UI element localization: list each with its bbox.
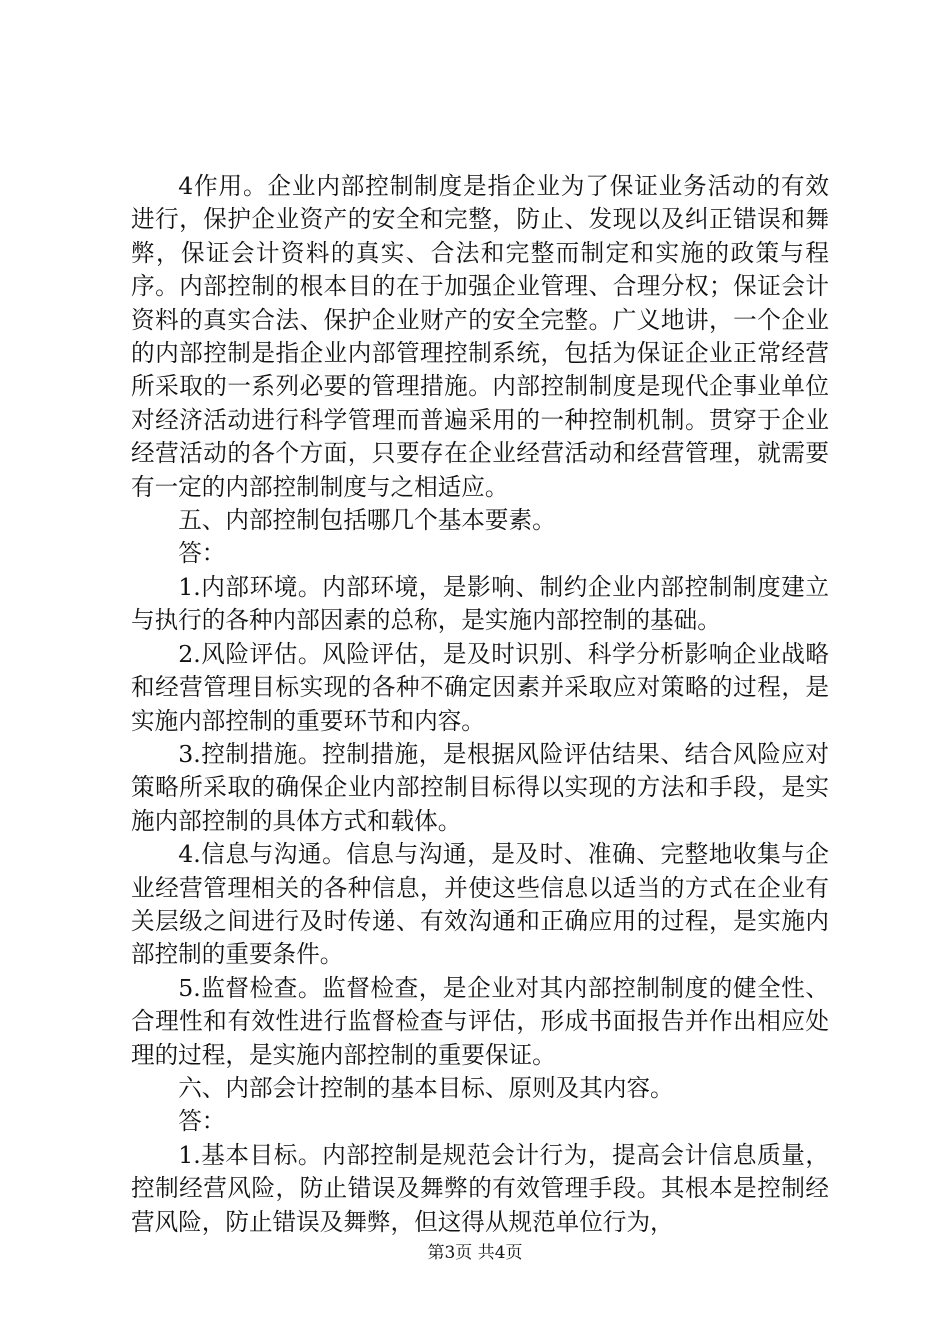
section-heading-five: 五、内部控制包括哪几个基本要素。 <box>178 506 556 535</box>
list-item-supervision-inspection: 5.监督检查。监督检查，是企业对其内部控制制度的健全性、合理性和有效性进行监督检查与评估，形成书面报告并作出相应处理的过程，是实施内部控制的重要保证。 <box>131 973 829 1069</box>
document-body <box>131 170 829 1239</box>
list-item-internal-environment: 1.内部环境。内部环境，是影响、制约企业内部控制制度建立与执行的各种内部因素的总称，是实施内部控制的基础。 <box>131 572 829 635</box>
list-item-control-measures: 3.控制措施。控制措施，是根据风险评估结果、结合风险应对策略所采取的确保企业内部控制目标得以实现的方法和手段，是实施内部控制的具体方式和载体。 <box>131 739 829 835</box>
paragraph-role-of-internal-control: 4作用。企业内部控制制度是指企业为了保证业务活动的有效进行，保护企业资产的安全和完整，防止、发现以及纠正错误和舞弊，保证会计资料的真实、合法和完整而制定和实施的政策与程序。内部控制的根本目的在于加强企业管理、合理分权；保证会计资料的真实合法、保护企业财产的安全完整。广义地讲，一个企业的内部控制是指企业内部管理控制系统，包括为保证企业正常经营所采取的一系列必要的管理措施。内部控制制度是现代企事业单位对经济活动进行科学管理而普遍采用的一种控制机制。贯穿于企业经营活动的各个方面，只要存在企业经营活动和经营管理，就需要有一定的内部控制制度与之相适应。 <box>131 172 829 501</box>
list-item-information-communication: 4.信息与沟通。信息与沟通，是及时、准确、完整地收集与企业经营管理相关的各种信息，并使这些信息以适当的方式在企业有关层级之间进行及时传递、有效沟通和正确应用的过程，是实施内部控制的重要条件。 <box>131 840 829 969</box>
answer-label: 答： <box>178 1107 226 1136</box>
list-item-basic-objective: 1.基本目标。内部控制是规范会计行为，提高会计信息质量，控制经营风险，防止错误及舞弊的有效管理手段。其根本是控制经营风险，防止错误及舞弊，但这得从规范单位行为， <box>131 1140 829 1236</box>
answer-label: 答： <box>178 539 226 568</box>
list-item-risk-assessment: 2.风险评估。风险评估，是及时识别、科学分析影响企业战略和经营管理目标实现的各种不确定因素并采取应对策略的过程，是实施内部控制的重要环节和内容。 <box>131 639 829 735</box>
page-number-footer: 第3页 共4页 <box>427 1243 523 1263</box>
section-heading-six: 六、内部会计控制的基本目标、原则及其内容。 <box>178 1073 674 1102</box>
